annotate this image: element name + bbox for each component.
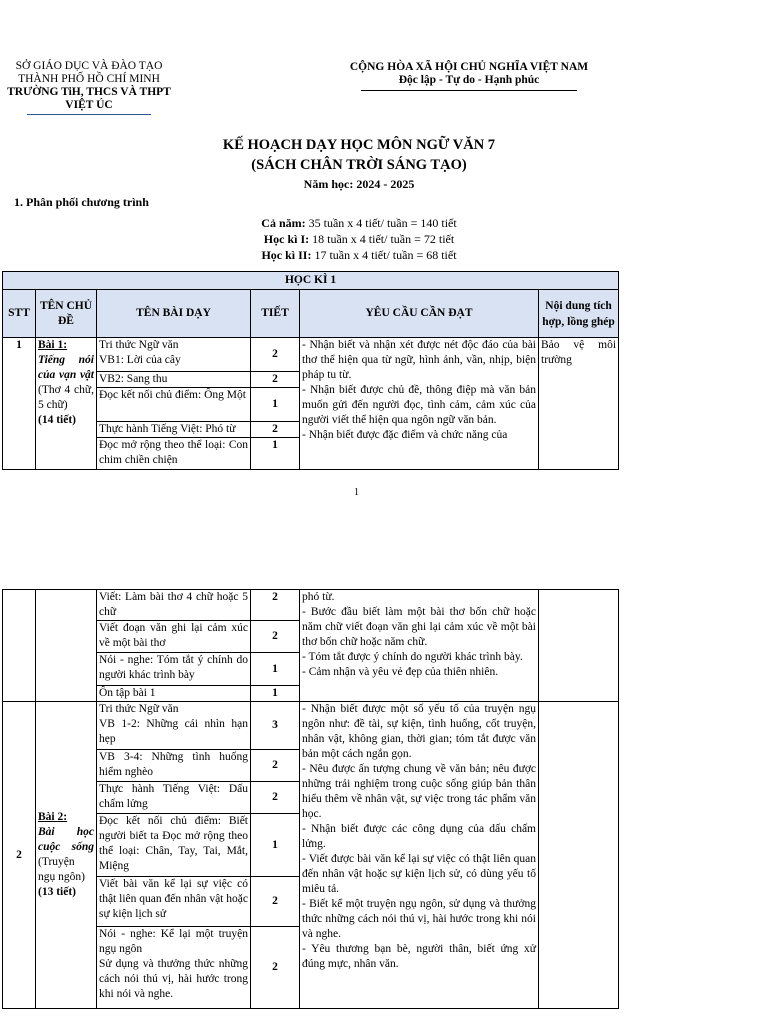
unit-integration-empty (539, 702, 619, 1009)
national-title: CỘNG HÒA XÃ HỘI CHỦ NGHĨA VIỆT NAM (349, 61, 589, 73)
lesson-periods: 2 (251, 927, 300, 1009)
lesson-periods: 2 (251, 590, 300, 621)
stat-label: Cả năm: (261, 216, 306, 230)
lesson-name: Viết đoạn văn ghi lại cảm xúc về một bài thơ (97, 621, 251, 653)
lesson-periods: 2 (251, 621, 300, 653)
lesson-name: Nói - nghe: Tóm tắt ý chính do người khác trình bày (97, 653, 251, 686)
lesson-periods: 1 (251, 814, 300, 877)
col-header-periods: TIẾT (251, 290, 300, 338)
unit-requirements: - Nhận biết và nhận xét được nét độc đáo của bài thơ thể hiện qua từ ngữ, hình ảnh, vần, nhịp, biện pháp tu từ. - Nhận biết được chủ đề, thông điệp mà văn bản muốn gửi đến người đọc, tình cảm, cảm xúc của người viết thể hiện qua ngôn ngữ văn bản. - Nhận biết được đặc điểm và chức năng của (300, 338, 539, 470)
unit-requirements: - Nhận biết được một số yếu tố của truyện ngụ ngôn như: đề tài, sự kiện, tình huống, cốt truyện, nhân vật, không gian, thời gian; tóm tắt được văn bản một cách ngắn gọn. - Nêu được ấn tượng chung về văn bản; nêu được những trải nghiệm trong cuộc sống giúp bản thân hiểu thêm về nhân vật, sự việc trong tác phẩm văn học. - Nhận biết được các công dụng của dấu chấm lửng. - Viết được bài văn kể lại sự việc có thật liên quan đến nhân vật hoặc sự kiện lịch sử, có dùng yếu tố miêu tả. - Biết kể một truyện ngụ ngôn, sử dụng và thưởng thức những cách nói thú vị, hài hước trong khi nói và nghe. - Yêu thương bạn bè, người thân, biết ứng xử đúng mực, nhân văn. (300, 702, 539, 1009)
col-header-lesson: TÊN BÀI DẠY (97, 290, 251, 338)
col-header-stt: STT (3, 290, 36, 338)
agency-line-1: SỞ GIÁO DỤC VÀ ĐÀO TẠO (15, 60, 163, 72)
lesson-name: Tri thức Ngữ văn VB 1-2: Những cái nhìn hạn hẹp (97, 702, 251, 750)
plan-table-page2 (2, 589, 619, 1009)
school-name: TRƯỜNG TiH, THCS VÀ THPT (7, 86, 171, 98)
doc-subtitle: (SÁCH CHÂN TRỜI SÁNG TẠO) (251, 157, 467, 173)
unit-name: Tiếng nói của vạn vật (38, 354, 94, 381)
plan-table-page1 (2, 271, 619, 470)
lesson-name: Viết: Làm bài thơ 4 chữ hoặc 5 chữ (97, 590, 251, 621)
national-motto: Độc lập - Tự do - Hạnh phúc (361, 74, 578, 91)
school-year: Năm học: 2024 - 2025 (303, 177, 415, 191)
unit-genre: (Thơ 4 chữ, 5 chữ) (38, 384, 94, 411)
lesson-name: Viết bài văn kể lại sự việc có thật liên quan đến nhân vật hoặc sự kiện lịch sử (97, 877, 251, 927)
unit-number: 1 (3, 338, 36, 470)
lesson-periods: 2 (251, 338, 300, 372)
section-heading: 1. Phân phối chương trình (14, 195, 149, 209)
lesson-name: Nói - nghe: Kể lại một truyện ngụ ngôn Sử dụng và thưởng thức những cách nói thú vị, hài hước trong khi nói và nghe. (97, 927, 251, 1009)
page-number: 1 (354, 487, 359, 498)
lesson-periods: 2 (251, 422, 300, 438)
lesson-periods: 2 (251, 782, 300, 814)
national-header (330, 61, 608, 91)
agency-underline (27, 114, 151, 115)
table-row (3, 702, 619, 750)
stat-sem2 (0, 248, 718, 263)
lesson-name: Thực hành Tiếng Việt: Dấu chấm lửng (97, 782, 251, 814)
lesson-name: Đọc kết nối chủ điểm: Biết người biết ta Đọc mở rộng theo thể loại: Chân, Tay, Tai, Mắt, Miệng (97, 814, 251, 877)
stat-sem1 (0, 232, 718, 247)
stat-value: 35 tuần x 4 tiết/ tuần = 140 tiết (305, 216, 457, 230)
stat-year (0, 216, 718, 231)
lesson-name: Đọc mở rộng theo thể loại: Con chim chiền chiện (97, 438, 251, 470)
lesson-periods: 2 (251, 877, 300, 927)
unit-name: Bài học cuộc sống (38, 826, 94, 853)
unit-integration-empty (539, 590, 619, 702)
doc-title: KẾ HOẠCH DẠY HỌC MÔN NGỮ VĂN 7 (222, 137, 496, 153)
agency-line-2: THÀNH PHỐ HỒ CHÍ MINH (18, 73, 160, 85)
lesson-periods: 1 (251, 438, 300, 470)
agency-header (0, 60, 178, 115)
stat-label: Học kì II: (261, 248, 312, 262)
unit-periods: (13 tiết) (38, 886, 76, 898)
unit-title: Bài 2: (38, 811, 68, 823)
col-header-topic: TÊN CHỦ ĐỀ (36, 290, 97, 338)
unit-number: 2 (3, 702, 36, 1009)
lesson-name: Đọc kết nối chủ điểm: Ông Một (97, 388, 251, 422)
table-row (3, 338, 619, 372)
unit-genre: (Truyện ngụ ngôn) (38, 856, 85, 883)
unit-topic (36, 338, 97, 470)
lesson-name: Tri thức Ngữ văn VB1: Lời của cây (97, 338, 251, 372)
lesson-name: VB2: Sang thu (97, 372, 251, 388)
stat-value: 18 tuần x 4 tiết/ tuần = 72 tiết (309, 232, 455, 246)
unit-periods: (14 tiết) (38, 414, 76, 426)
lesson-periods: 1 (251, 653, 300, 686)
lesson-name: VB 3-4: Những tình huống hiểm nghèo (97, 750, 251, 782)
unit-topic-empty (36, 590, 97, 702)
lesson-periods: 1 (251, 388, 300, 422)
stat-value: 17 tuần x 4 tiết/ tuần = 68 tiết (311, 248, 457, 262)
unit-number-empty (3, 590, 36, 702)
lesson-name: Ôn tập bài 1 (97, 686, 251, 702)
semester-header: HỌC KÌ 1 (3, 272, 619, 290)
col-header-requirements: YÊU CẦU CẦN ĐẠT (300, 290, 539, 338)
school-name-2: VIỆT ÚC (65, 99, 113, 111)
unit-integration: Bảo vệ môi trường (539, 338, 619, 470)
unit-requirements: phó từ. - Bước đầu biết làm một bài thơ bốn chữ hoặc năm chữ viết đoạn văn ghi lại cảm xúc về một bài thơ bốn chữ hoặc năm chữ. - Tóm tắt được ý chính do người khác trình bày. - Cảm nhận và yêu vẻ đẹp của thiên nhiên. (300, 590, 539, 702)
table-row (3, 590, 619, 621)
lesson-periods: 2 (251, 372, 300, 388)
lesson-name: Thực hành Tiếng Việt: Phó từ (97, 422, 251, 438)
unit-title: Bài 1: (38, 339, 68, 351)
lesson-periods: 2 (251, 750, 300, 782)
col-header-integration: Nội dung tích hợp, lồng ghép (539, 290, 619, 338)
lesson-periods: 3 (251, 702, 300, 750)
stat-label: Học kì I: (263, 232, 310, 246)
lesson-periods: 1 (251, 686, 300, 702)
unit-topic (36, 702, 97, 1009)
